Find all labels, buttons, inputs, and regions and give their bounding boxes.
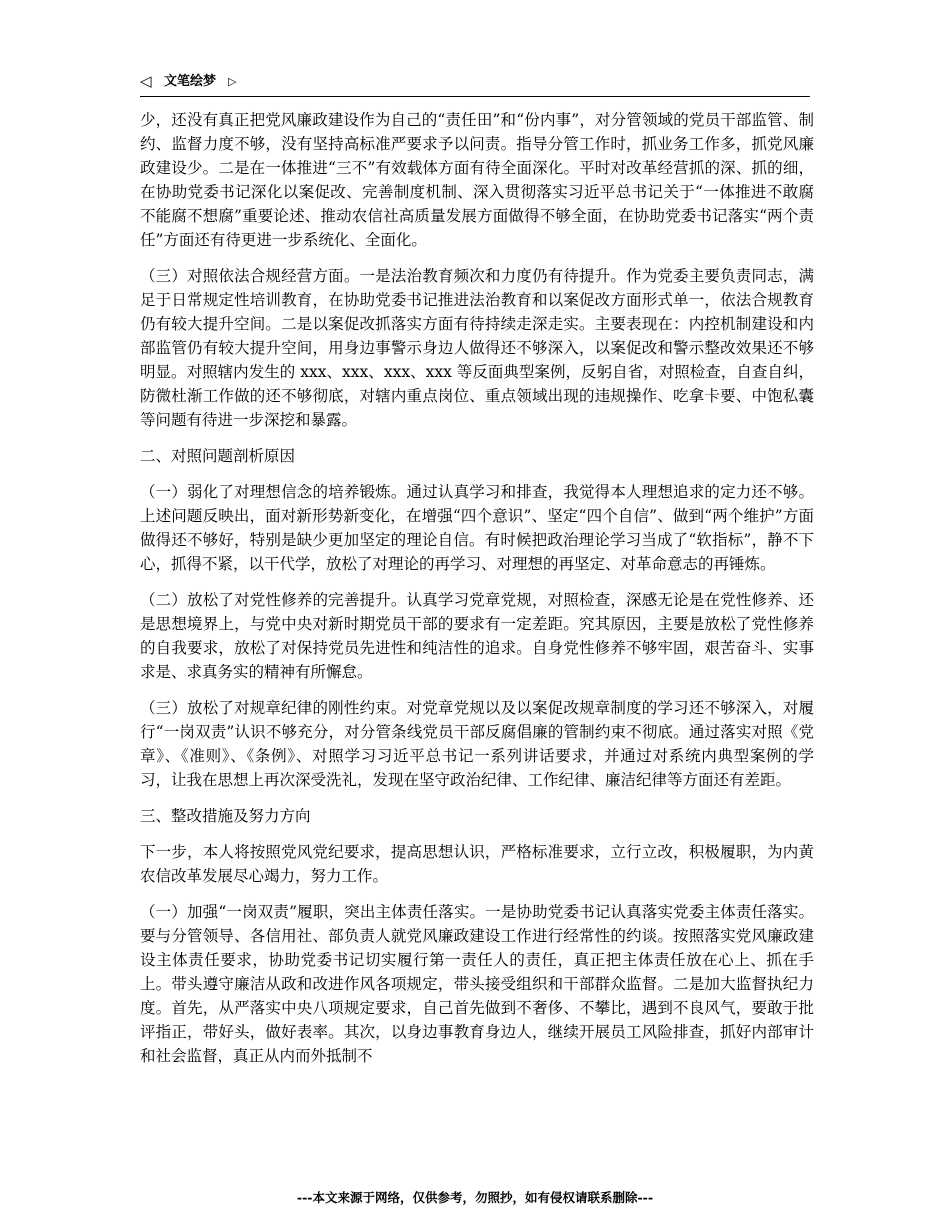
paragraph: （二）放松了对党性修养的完善提升。认真学习党章党规，对照检查，深感无论是在党性修养、还是思想境界上，与党中央对新时期党员干部的要求有一定差距。究其原因，主要是放松了党性修养的自我要求，放松了对保持党员先进性和纯洁性的追求。自身党性修养不够牢固，艰苦奋斗、实事求是、求真务实的精神有所懈怠。: [140, 591, 814, 681]
page-footer-disclaimer: ---本文来源于网络，仅供参考，勿照抄，如有侵权请联系删除---: [296, 1190, 654, 1205]
right-triangle-icon: ▷: [228, 75, 237, 88]
header-brand: 文笔绘梦: [164, 74, 217, 89]
section-heading: 三、整改措施及努力方向: [140, 807, 311, 825]
left-triangle-icon: ◁: [140, 72, 152, 90]
paragraph: 下一步，本人将按照党风党纪要求，提高思想认识，严格标准要求，立行立改，积极履职，为内黄农信改革发展尽心竭力，努力工作。: [140, 843, 814, 885]
paragraph: （三）对照依法合规经营方面。一是法治教育频次和力度仍有待提升。作为党委主要负责同志，满足于日常规定性培训教育，在协助党委书记推进法治教育和以案促改方面形式单一，依法合规教育仍有较大提升空间。二是以案促改抓落实方面有待持续走深走实。主要表现在：内控机制建设和内部监管仍有较大提升空间，用身边事警示身边人做得还不够深入，以案促改和警示整改效果还不够明显。对照辖内发生的 xxx、xxx、xxx、xxx 等反面典型案例，反躬自省，对照检查，自查自纠，防微杜渐工作做的还不够彻底，对辖内重点岗位、重点领域出现的违规操作、吃拿卡要、中饱私囊等问题有待进一步深挖和暴露。: [140, 267, 814, 429]
paragraph: （一）弱化了对理想信念的培养锻炼。通过认真学习和排查，我觉得本人理想追求的定力还不够。上述问题反映出，面对新形势新变化，在增强“四个意识”、坚定“四个自信”、做到“两个维护”方面做得还不够好，特别是缺少更加坚定的理论自信。有时候把政治理论学习当成了“软指标”，静不下心，抓得不紧，以干代学，放松了对理论的再学习、对理想的再坚定、对革命意志的再锤炼。: [140, 483, 814, 573]
document-body: [140, 108, 814, 1080]
page-header: [140, 70, 810, 97]
paragraph: （一）加强“一岗双责”履职，突出主体责任落实。一是协助党委书记认真落实党委主体责任落实。要与分管领导、各信用社、部负责人就党风廉政建设工作进行经常性的约谈。按照落实党风廉政建设主体责任要求，协助党委书记切实履行第一责任人的责任，真正把主体责任放在心上、抓在手上。带头遵守廉洁从政和改进作风各项规定，带头接受组织和干部群众监督。二是加大监督执纪力度。首先，从严落实中央八项规定要求，自己首先做到不奢侈、不攀比，遇到不良风气，要敢于批评指正，带好头，做好表率。其次，以身边事教育身边人，继续开展员工风险排查，抓好内部审计和社会监督，真正从内而外抵制不: [140, 903, 814, 1065]
section-heading: 二、对照问题剖析原因: [140, 447, 296, 465]
paragraph: 少，还没有真正把党风廉政建设作为自己的“责任田”和“份内事”，对分管领域的党员干部监管、制约、监督力度不够，没有坚持高标准严要求予以问责。指导分管工作时，抓业务工作多，抓党风廉政建设少。二是在一体推进“三不”有效载体方面有待全面深化。平时对改革经营抓的深、抓的细，在协助党委书记深化以案促改、完善制度机制、深入贯彻落实习近平总书记关于“一体推进不敢腐不能腐不想腐”重要论述、推动农信社高质量发展方面做得不够全面，在协助党委书记落实“两个责任”方面还有待更进一步系统化、全面化。: [140, 111, 814, 249]
paragraph: （三）放松了对规章纪律的刚性约束。对党章党规以及以案促改规章制度的学习还不够深入，对履行“一岗双责”认识不够充分，对分管条线党员干部反腐倡廉的管制约束不彻底。通过落实对照《党章》、《准则》、《条例》、对照学习习近平总书记一系列讲话要求，并通过对系统内典型案例的学习，让我在思想上再次深受洗礼，发现在坚守政治纪律、工作纪律、廉洁纪律等方面还有差距。: [140, 699, 814, 789]
